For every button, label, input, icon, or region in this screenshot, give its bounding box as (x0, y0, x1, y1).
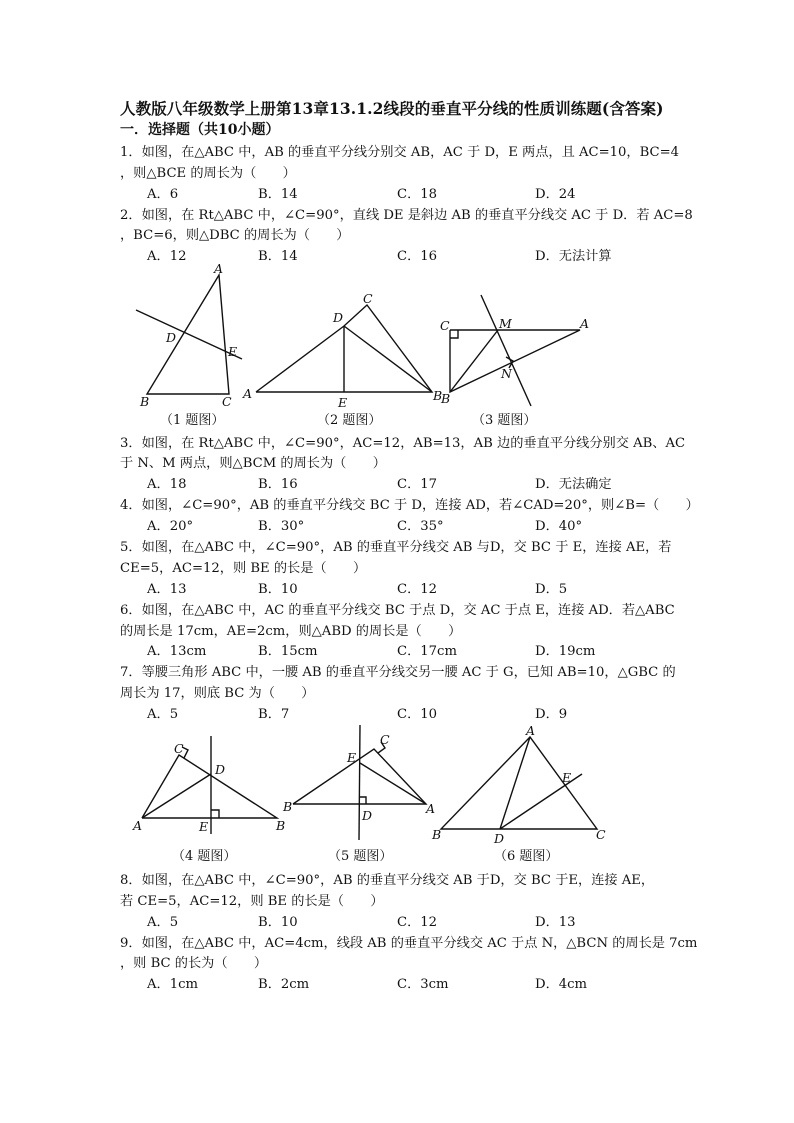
figures-row-2 (0, 722, 794, 867)
question-2-line-2: ，BC=6，则△DBC 的周长为（ ） (120, 228, 350, 243)
fig4-label-c: C (174, 741, 184, 756)
question-8-option-c: C．12 (397, 915, 438, 930)
question-5-option-b: B．10 (258, 582, 298, 597)
question-5-option-c: C．12 (397, 582, 438, 597)
fig5-label-d: D (362, 808, 373, 823)
question-8-option-b: B．10 (258, 915, 298, 930)
question-4-option-b: B．30° (258, 519, 305, 534)
question-7-option-c: C．10 (397, 707, 438, 722)
fig6-label-b: B (432, 827, 442, 842)
question-4-option-c: C．35° (397, 519, 444, 534)
fig4-labels (132, 741, 285, 834)
question-8-line-1: 8．如图，在△ABC 中，∠C=90°，AB 的垂直平分线交 AB 于D，交 BC 于E，连接 AE， (120, 873, 655, 888)
fig4-label-a: A (133, 818, 143, 833)
question-5-line-1: 5．如图，在△ABC 中，∠C=90°，AB 的垂直平分线交 AB 与D，交 BC 于 E，连接 AE，若 (120, 540, 672, 555)
question-1-option-c: C．18 (397, 187, 438, 202)
fig5-bisector-line (359, 725, 360, 840)
fig1-label-a: A (214, 261, 224, 276)
fig2-caption: （2 题图） (317, 413, 382, 428)
fig6-labels (431, 723, 606, 846)
fig2-label-b: B (433, 388, 443, 403)
fig4-segment-ad (142, 774, 211, 818)
question-1-option-b: B．14 (258, 187, 298, 202)
fig3-right-angle (450, 330, 458, 338)
fig6-label-c: C (596, 827, 606, 842)
question-8-line-2: 若 CE=5，AC=12，则 BE 的长是（ ） (120, 894, 384, 909)
figures-row-1 (0, 258, 794, 430)
question-7-option-a: A．5 (147, 707, 179, 722)
fig1-labels (139, 261, 237, 409)
fig1-caption: （1 题图） (160, 413, 225, 428)
fig4-label-b: B (276, 818, 286, 833)
question-3-option-d: D．无法确定 (535, 477, 612, 492)
fig4-triangle (142, 755, 277, 818)
question-2-option-c: C．16 (397, 249, 438, 264)
question-7-line-1: 7．等腰三角形 ABC 中，一腰 AB 的垂直平分线交另一腰 AC 于 G，已知 AB=10，△GBC 的 (120, 665, 676, 680)
question-9-option-a: A．1cm (147, 977, 198, 992)
fig4-label-e: E (199, 819, 209, 834)
fig6-label-a: A (526, 723, 536, 738)
fig2-label-a: A (243, 386, 253, 401)
question-7-option-d: D．9 (535, 707, 568, 722)
question-3-line-2: 于 N、M 两点，则△BCM 的周长为（ ） (120, 456, 386, 471)
section-heading: 一．选择题（共10小题） (120, 122, 280, 138)
question-4-option-a: A．20° (147, 519, 194, 534)
question-1-line-2: ，则△BCE 的周长为（ ） (120, 166, 296, 181)
fig4-caption: （4 题图） (172, 849, 237, 864)
question-6-line-2: 的周长是 17cm，AE=2cm，则△ABD 的周长是（ ） (120, 624, 462, 639)
question-1-line-1: 1．如图，在△ABC 中，AB 的垂直平分线分别交 AB，AC 于 D，E 两点，且 AC=10，BC=4 (120, 145, 680, 160)
question-2-line-1: 2．如图，在 Rt△ABC 中，∠C=90°，直线 DE 是斜边 AB 的垂直平分线交 AC 于 D．若 AC=8 (120, 208, 693, 223)
question-2-option-b: B．14 (258, 249, 298, 264)
question-3-option-b: B．16 (258, 477, 298, 492)
question-9-option-d: D．4cm (535, 977, 588, 992)
question-7-option-b: B．7 (258, 707, 290, 722)
question-4-option-d: D．40° (535, 519, 583, 534)
fig4-label-d: D (215, 762, 226, 777)
fig5-label-e: E (347, 750, 357, 765)
fig3-label-a: A (580, 316, 590, 331)
fig1-label-b: B (140, 394, 150, 409)
question-6-option-b: B．15cm (258, 644, 318, 659)
fig2-segment-db (344, 326, 432, 392)
question-3-option-a: A．18 (147, 477, 187, 492)
question-5-line-2: CE=5，AC=12，则 BE 的长是（ ） (120, 561, 367, 576)
question-3-line-1: 3．如图，在 Rt△ABC 中，∠C=90°，AC=12，AB=13，AB 边的垂直平分线分别交 AB、AC (120, 436, 686, 451)
fig3-segment-bm (450, 330, 498, 392)
question-9-line-2: ，则 BC 的长为（ ） (120, 956, 268, 971)
fig6-triangle (441, 737, 597, 829)
question-6-option-d: D．19cm (535, 644, 596, 659)
fig5-label-b: B (283, 799, 293, 814)
question-1-option-a: A．6 (147, 187, 179, 202)
fig6-label-e: E (562, 770, 572, 785)
fig3-label-b: B (441, 391, 451, 406)
question-9-line-1: 9．如图，在△ABC 中，AC=4cm，线段 AB 的垂直平分线交 AC 于点 N，△BCN 的周长是 7cm (120, 936, 698, 951)
document-title: 人教版八年级数学上册第13章13.1.2线段的垂直平分线的性质训练题(含答案) (120, 99, 664, 118)
fig3-label-c: C (440, 318, 450, 333)
fig4-right-angle-e (211, 810, 219, 818)
fig2-label-c: C (363, 291, 373, 306)
fig6-label-d: D (494, 831, 505, 846)
question-5-option-a: A．13 (147, 582, 187, 597)
fig3-bisector-line (481, 295, 531, 406)
question-6-line-1: 6．如图，在△ABC 中，AC 的垂直平分线交 BC 于点 D，交 AC 于点 E，连接 AD．若△ABC (120, 603, 675, 618)
fig5-label-a: A (426, 801, 436, 816)
question-2-option-d: D．无法计算 (535, 249, 612, 264)
question-7-line-2: 周长为 17，则底 BC 为（ ） (120, 686, 315, 701)
fig3-triangle (450, 330, 580, 392)
question-8-option-a: A．5 (147, 915, 179, 930)
fig3-label-n: N (501, 366, 512, 381)
fig5-labels (282, 732, 435, 823)
fig6-caption: （6 题图） (494, 849, 559, 864)
question-6-option-c: C．17cm (397, 644, 457, 659)
question-4-line-1: 4．如图，∠C=90°，AB 的垂直平分线交 BC 于 D，连接 AD，若∠CAD=20°，则∠B=（ ） (120, 498, 699, 513)
fig6-segment-ad (500, 737, 530, 829)
question-3-option-c: C．17 (397, 477, 438, 492)
question-5-option-d: D．5 (535, 582, 568, 597)
fig2-label-e: E (338, 395, 348, 410)
question-2-option-a: A．12 (147, 249, 187, 264)
question-9-option-b: B．2cm (258, 977, 310, 992)
fig2-label-d: D (333, 310, 344, 325)
fig1-label-e: E (228, 344, 238, 359)
question-6-option-a: A．13cm (147, 644, 207, 659)
fig1-label-c: C (222, 394, 232, 409)
fig3-label-m: M (499, 316, 512, 331)
question-8-option-d: D．13 (535, 915, 576, 930)
question-1-option-d: D．24 (535, 187, 576, 202)
fig1-label-d: D (166, 330, 177, 345)
question-9-option-c: C．3cm (397, 977, 449, 992)
fig5-label-c: C (380, 732, 390, 747)
fig3-caption: （3 题图） (472, 413, 537, 428)
fig1-bisector-line (136, 310, 242, 359)
fig5-caption: （5 题图） (328, 849, 393, 864)
